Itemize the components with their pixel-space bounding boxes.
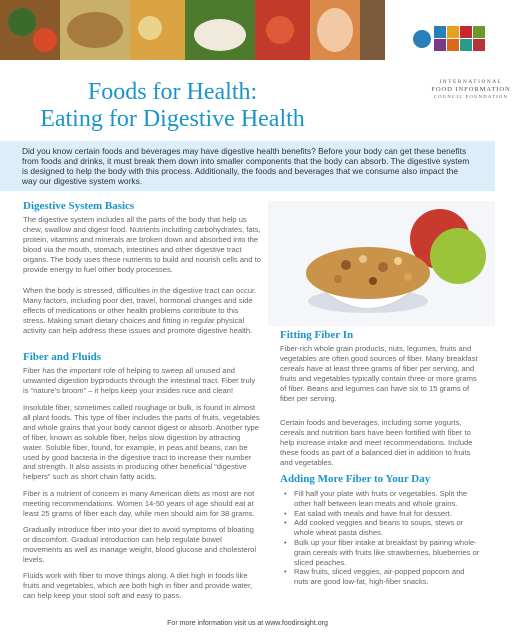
logo-line1: INTERNATIONAL [439,79,503,85]
page-title-line2: Eating for Digestive Health [40,106,305,132]
list-item: • Bulk up your fiber intake at breakfast by pairing whole-grain cereals with fruits like strawberries, blueberries or sliced peaches. [280,538,480,567]
heading-fiber-fluids: Fiber and Fluids [23,351,102,363]
digestive-basics-p2: When the body is stressed, difficulties in the digestive tract can occur. Many factors, including poor diet, travel, hormonal changes and side effects of medications or other health problems contribute to this stress. Making smart dietary choices and fitting in regular physical activity can help address these issues and promote digestive health. [23,286,257,335]
intro-text: Did you know certain foods and beverages may have digestive health benefits? Before your body can get these benefits from foods and drinks, it must break them down into smaller components that the body can absorb. The digestive system is designed to help the body with this process. Additionally, the foods and beverages that we consume also impact the way our digestive system works. [22,146,470,186]
cereal-bowl-illustration [268,201,495,326]
heading-adding-fiber: Adding More Fiber to Your Day [280,473,431,485]
heading-fitting-fiber: Fitting Fiber In [280,329,354,341]
foundation-logo [384,22,511,99]
fiber-fluids-p3: Fiber is a nutrient of concern in many American diets as most are not meeting recommendations. Women 14-50 years of age should eat at least 25 grams of fiber each day, while men should aim for 38 grams. [23,489,255,518]
digestive-basics-p1: The digestive system includes all the parts of the body that help us chew, swallow and digest food. Nutrients including carbohydrates, fats, protein, vitamins and minerals are broken down and absorbed into the blood via the mouth, stomach, intestines and other digestive tract organs. The body uses these nutrients to build and nourish cells and to provide energy to fuel other body processes. [23,215,261,274]
logo-line2: FOOD INFORMATION [431,86,511,93]
fiber-fluids-p1: Fiber has the important role of helping to sweep all unused and unwanted digestion byproducts through the intestinal tract. Fiber truly is “nature’s broom” – it helps keep your insides nice and clean! [23,366,256,395]
logo-line3: COUNCIL FOUNDATION [433,94,509,99]
list-item: • Fill half your plate with fruits or vegetables. Split the other half between lean meats and whole grains. [280,489,480,509]
list-item: • Raw fruits, sliced veggies, air-popped popcorn and nuts are good low-fat, high-fiber snacks. [280,567,480,587]
fiber-fluids-p4: Gradually introduce fiber into your diet to avoid symptoms of bloating or discomfort. Gradual introduction can help regulate bowel movements as well as manage weight, blood glucose and cholesterol levels. [23,525,257,564]
list-item: • Eat salad with meals and have fruit for dessert. [280,509,480,519]
cereal-bowl-image [268,201,495,326]
adding-fiber-list [280,489,480,587]
logo-icon-grid [384,22,489,56]
footer-text: For more information visit us at www.foodinsight.org [167,620,328,627]
fitting-fiber-p2: Certain foods and beverages, including some yogurts, cereals and nutrition bars have been fortified with fiber to help increase intake and meet recommendations. Include these foods as part of a balanced diet in addition to fruits and vegetables. [280,418,473,467]
fitting-fiber-p1: Fiber-rich whole grain products, nuts, legumes, fruits and vegetables are often good sources of fiber. Many breakfast cereals have at least three grams of fiber per serving, and fruits and vegetables typically contain three or more grams of fiber. Beans and legumes can have six to 15 grams of fiber per serving. [280,344,478,403]
intro-band [0,141,495,191]
heading-digestive-basics: Digestive System Basics [23,200,135,212]
page-title-line1: Foods for Health: [87,79,258,105]
fiber-fluids-p5: Fluids work with fiber to move things along. A diet high in foods like fruits and vegetables, which are both high in fiber and provide water, can help keep your stool soft and easy to pass. [23,571,253,600]
fiber-fluids-p2: Insoluble fiber, sometimes called roughage or bulk, is found in almost all plant foods. This type of fiber includes the parts of fruits, vegetables and whole grains that your body cannot digest or absorb. Another type of fiber, known as soluble fiber, helps slow digestion by attracting water. Soluble fiber, found, for example, in peas and beans, can be used by good bacteria in the digestive tract to increase their number and strength. It also assists in producing other beneficial “digestive helpers” such as short chain fatty acids. [23,403,260,482]
list-item: • Add cooked veggies and beans to soups, stews or whole wheat pasta dishes. [280,518,480,538]
